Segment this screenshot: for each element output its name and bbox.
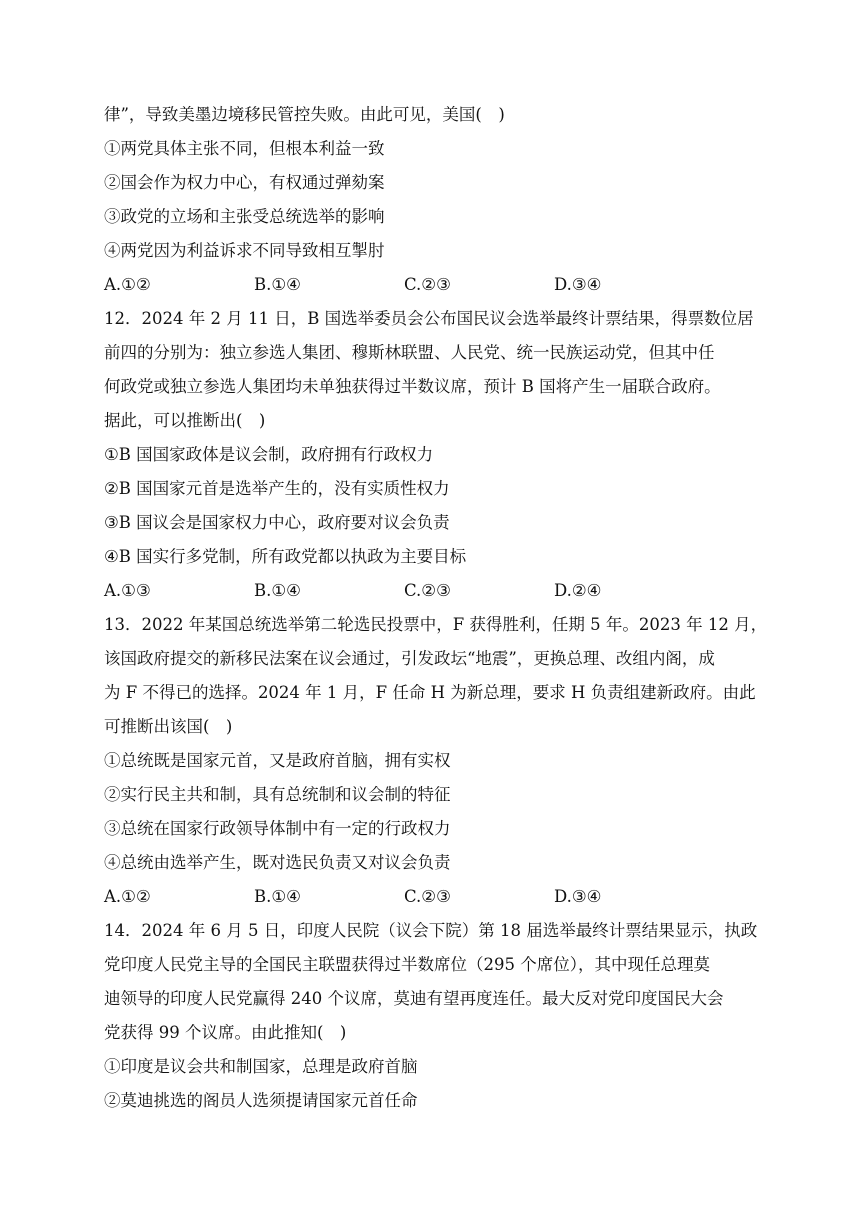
q13-statement-1: ①总统既是国家元首，又是政府首脑，拥有实权 <box>104 751 451 770</box>
q11-option-a[interactable]: A.①② <box>104 275 151 294</box>
q14-statement-2: ②莫迪挑选的阁员人选须提请国家元首任命 <box>104 1091 418 1110</box>
q14-stem-line-1: 14．2024 年 6 月 5 日，印度人民院（议会下院）第 18 届选举最终计票结果显示，执政 <box>104 921 758 940</box>
q13-stem-line-1: 13．2022 年某国总统选举第二轮选民投票中，F 获得胜利，任期 5 年。2023 年 12 月， <box>104 615 768 634</box>
q13-option-b[interactable]: B.①④ <box>254 887 301 906</box>
q14-stem-line-3: 迪领导的印度人民党赢得 240 个议席，莫迪有望再度连任。最大反对党印度国民大会 <box>104 989 724 1008</box>
q11-statement-3: ③政党的立场和主张受总统选举的影响 <box>104 207 385 226</box>
q12-statement-3: ③B 国议会是国家权力中心，政府要对议会负责 <box>104 513 450 532</box>
q12-stem-line-1: 12．2024 年 2 月 11 日，B 国选举委员会公布国民议会选举最终计票结果，得票数位居 <box>104 309 754 328</box>
q11-statement-4: ④两党因为利益诉求不同导致相互掣肘 <box>104 241 385 260</box>
q14-stem-line-4: 党获得 99 个议席。由此推知( ) <box>104 1023 347 1042</box>
q13-option-a[interactable]: A.①② <box>104 887 151 906</box>
q13-stem-line-2: 该国政府提交的新移民法案在议会通过，引发政坛“地震”，更换总理、改组内阁，成 <box>104 649 715 668</box>
q11-statement-1: ①两党具体主张不同，但根本利益一致 <box>104 139 385 158</box>
q12-option-c[interactable]: C.②③ <box>404 581 451 600</box>
q11-option-c[interactable]: C.②③ <box>404 275 451 294</box>
q12-stem-line-3: 何政党或独立参选人集团均未单独获得过半数议席，预计 B 国将产生一届联合政府。 <box>104 377 721 396</box>
q13-statement-4: ④总统由选举产生，既对选民负责又对议会负责 <box>104 853 451 872</box>
q12-option-d[interactable]: D.②④ <box>554 581 602 600</box>
q13-option-c[interactable]: C.②③ <box>404 887 451 906</box>
q11-statement-2: ②国会作为权力中心，有权通过弹劾案 <box>104 173 385 192</box>
q12-statement-2: ②B 国国家元首是选举产生的，没有实质性权力 <box>104 479 450 498</box>
q13-statement-3: ③总统在国家行政领导体制中有一定的行政权力 <box>104 819 451 838</box>
q11-stem-tail: 律”，导致美墨边境移民管控失败。由此可见，美国( ) <box>104 105 505 124</box>
q14-statement-1: ①印度是议会共和制国家，总理是政府首脑 <box>104 1057 418 1076</box>
q12-statement-1: ①B 国国家政体是议会制，政府拥有行政权力 <box>104 445 434 464</box>
q14-stem-line-2: 党印度人民党主导的全国民主联盟获得过半数席位（295 个席位），其中现任总理莫 <box>104 955 710 974</box>
q13-stem-line-3: 为 F 不得已的选择。2024 年 1 月，F 任命 H 为新总理，要求 H 负责组建新政府。由此 <box>104 683 756 702</box>
q11-options <box>104 274 744 296</box>
q13-option-d[interactable]: D.③④ <box>554 887 602 906</box>
q12-options <box>104 580 744 602</box>
q11-option-d[interactable]: D.③④ <box>554 275 602 294</box>
q13-options <box>104 886 744 908</box>
q12-stem-line-2: 前四的分别为：独立参选人集团、穆斯林联盟、人民党、统一民族运动党，但其中任 <box>104 343 715 362</box>
q12-statement-4: ④B 国实行多党制，所有政党都以执政为主要目标 <box>104 547 467 566</box>
q13-statement-2: ②实行民主共和制，具有总统制和议会制的特征 <box>104 785 451 804</box>
q12-option-b[interactable]: B.①④ <box>254 581 301 600</box>
q12-option-a[interactable]: A.①③ <box>104 581 151 600</box>
q11-option-b[interactable]: B.①④ <box>254 275 301 294</box>
q12-stem-line-4: 据此，可以推断出( ) <box>104 411 266 430</box>
q13-stem-line-4: 可推断出该国( ) <box>104 717 233 736</box>
